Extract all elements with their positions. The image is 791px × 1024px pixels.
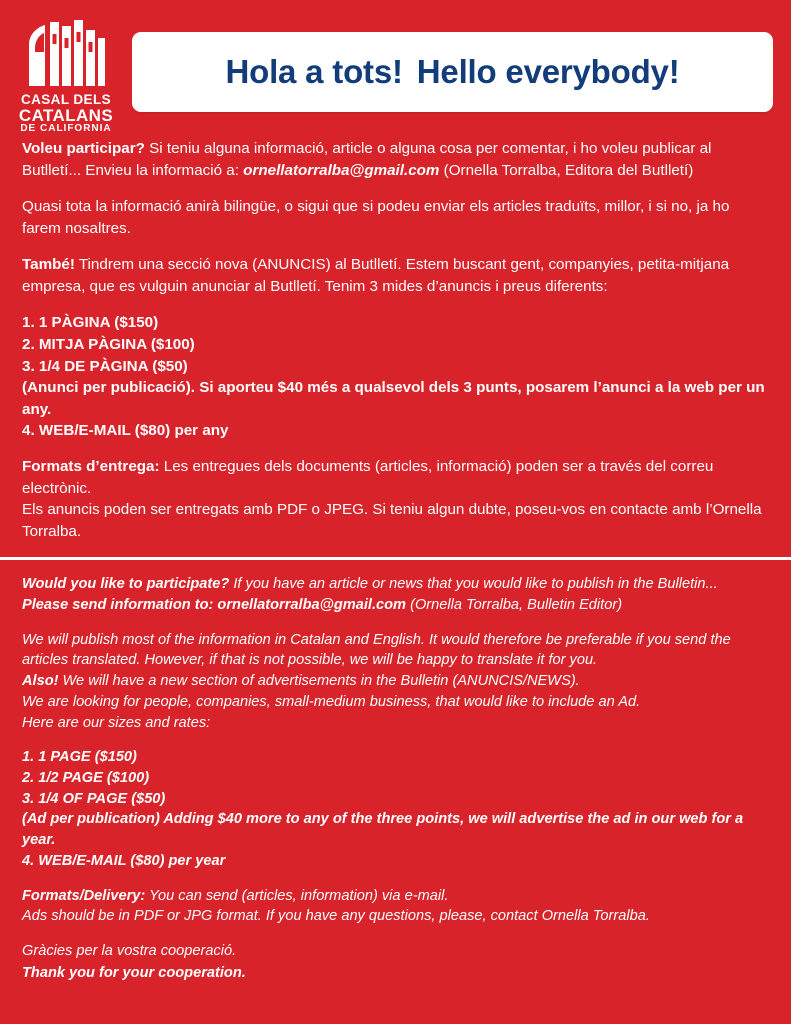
list-item: 4. WEB/E-MAIL ($80) per year <box>22 852 226 869</box>
english-paragraph-7 <box>22 886 769 907</box>
closing-thanks <box>0 941 791 995</box>
editor-email-en[interactable]: ornellatorralba@gmail.com <box>213 596 407 613</box>
title-banner <box>132 32 773 112</box>
english-p2-tail: (Ornella Torralba, Bulletin Editor) <box>406 596 623 613</box>
editor-email-ca[interactable]: ornellatorralba@gmail.com <box>243 161 440 179</box>
catalan-section <box>0 132 791 542</box>
english-p2-lead: Please send information to: <box>22 596 214 613</box>
english-paragraph-8: Ads should be in PDF or JPG format. If you have any questions, please, contact Ornella Torralba. <box>22 908 650 925</box>
english-paragraph-4 <box>22 671 769 692</box>
catalan-p4-lead: Formats d’entrega: <box>22 457 160 475</box>
catalan-paragraph-3 <box>22 254 769 297</box>
logo-text <box>14 93 118 134</box>
building-tower-logo-icon <box>14 18 118 90</box>
english-rates-list <box>22 747 769 871</box>
header <box>0 0 791 135</box>
english-paragraph-1 <box>22 574 769 595</box>
list-item: 3. 1/4 DE PÀGINA ($50) <box>22 357 188 375</box>
catalan-p1-tail: (Ornella Torralba, Editora del Butlletí) <box>439 161 694 179</box>
title-english: Hello everybody! <box>416 53 680 90</box>
english-p7-body: You can send (articles, information) via e-mail. <box>145 887 449 904</box>
list-item: 1. 1 PAGE ($150) <box>22 749 137 766</box>
english-p1-body: If you have an article or news that you would like to publish in the Bulletin... <box>229 576 718 593</box>
catalan-paragraph-2: Quasi tota la informació anirà bilingüe, o sigui que si podeu enviar els articles traduïts, millor, i si no, ja ho farem nosaltres. <box>22 198 730 237</box>
list-item: (Ad per publication) Adding $40 more to any of the three points, we will advertise the ad in our web for a year. <box>22 811 744 849</box>
catalan-p1-lead: Voleu participar? <box>22 140 145 157</box>
thanks-english: Thank you for your cooperation. <box>22 964 246 981</box>
logo <box>14 14 118 134</box>
catalan-p3-body: Tindrem una secció nova (ANUNCIS) al Butlletí. Estem buscant gent, companyies, petita-mitjana empresa, que es vulguin anunciar al Butlletí. Tenim 3 mides d’anuncis i preus diferents: <box>22 256 730 295</box>
list-item: (Anunci per publicació). Si aporteu $40 més a qualsevol dels 3 punts, posarem l’anunci a la web per un any. <box>22 379 765 418</box>
catalan-p4-body: Les entregues dels documents (articles, informació) poden ser a través del correu electrònic. <box>22 457 714 497</box>
english-p7-lead: Formats/Delivery: <box>22 887 146 904</box>
english-p4-lead: Also! <box>22 673 59 690</box>
list-item: 1. 1 PÀGINA ($150) <box>22 314 159 332</box>
thanks-catalan: Gràcies per la vostra cooperació. <box>22 943 237 960</box>
english-paragraph-6: Here are our sizes and rates: <box>22 714 211 731</box>
english-paragraph-3: We will publish most of the information in Catalan and English. It would therefore be preferable if you send the articles translated. However, if that is not possible, we will be happy to translate it for you. <box>22 631 731 669</box>
catalan-p1-body: Si teniu alguna informació, article o alguna cosa per comentar, i ho voleu publicar al Butlletí... Envieu la informació a: <box>22 140 712 179</box>
catalan-paragraph-5: Els anuncis poden ser entregats amb PDF o JPEG. Si teniu algun dubte, poseu-vos en contacte amb l’Ornella Torralba. <box>22 501 762 540</box>
logo-line-2: CATALANS <box>18 105 114 125</box>
catalan-paragraph-1 <box>22 138 769 181</box>
english-p4-body: We will have a new section of advertisements in the Bulletin (ANUNCIS/NEWS). <box>58 673 580 690</box>
title-catalan: Hola a tots! <box>225 53 403 90</box>
page-title <box>226 53 680 91</box>
catalan-paragraph-4 <box>22 456 769 499</box>
list-item: 2. 1/2 PAGE ($100) <box>22 770 150 786</box>
logo-line-1: CASAL DELS <box>20 92 111 107</box>
list-item: 4. WEB/E-MAIL ($80) per any <box>22 422 229 440</box>
catalan-rates-list <box>22 312 769 441</box>
english-paragraph-5: We are looking for people, companies, small-medium business, that would like to include an Ad. <box>22 693 641 710</box>
list-item: 3. 1/4 OF PAGE ($50) <box>22 790 166 807</box>
logo-line-3: DE CALIFORNIA <box>20 123 112 135</box>
list-item: 2. MITJA PÀGINA ($100) <box>22 336 195 354</box>
english-p1-lead: Would you like to participate? <box>22 576 230 593</box>
english-paragraph-2 <box>22 595 769 616</box>
catalan-p3-lead: També! <box>22 256 75 274</box>
english-section <box>0 560 791 927</box>
